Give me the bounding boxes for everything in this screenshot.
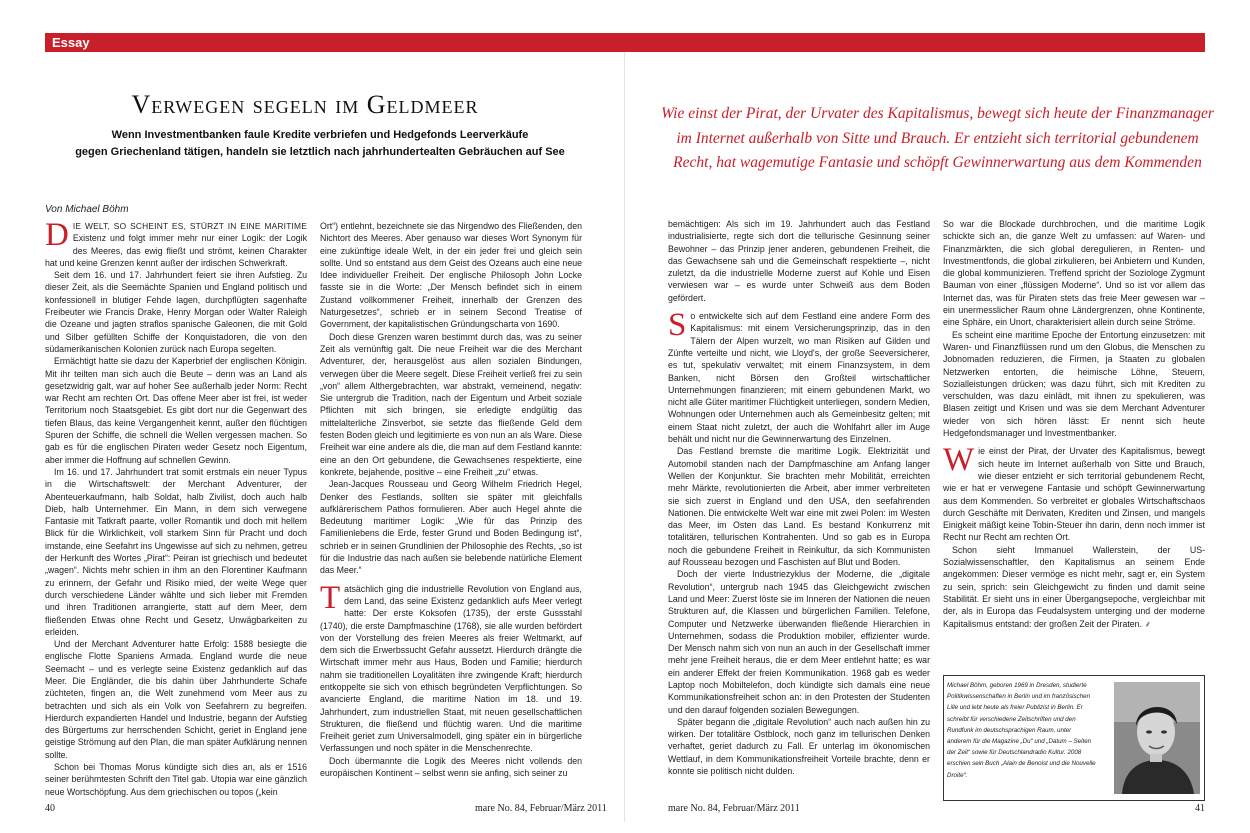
paragraph-text: Schon sieht Immanuel Wallerstein, der US-Sozialwissenschaftler, den Kapitalismus an seinem Ende angekommen: Dieser vermöge es nicht mehr, sagt er, ein System zu sein, sprich: sein Gleichgewicht zu finden und damit seine Stabilität. Er sieht uns in einer Übergangsepoche, vergleichbar mit der, als in Europa das Feudalsystem unterging und der moderne Kapitalismus entstand: der großen Zeit der Piraten. — [943, 544, 1205, 629]
subtitle-line-1: Wenn Investmentbanken faule Kredite verbriefen und Hedgefonds Leerverkäufe — [111, 129, 529, 141]
issue-info-right: mare No. 84, Februar/März 2011 — [668, 803, 800, 814]
paragraph: Jean-Jacques Rousseau und Georg Wilhelm Friedrich Hegel, Denker des Festlands, sollten sie später mit gleichfalls aufklärerischem Pathos formulieren. Aber auch Hegel ahnte die Bedeutung maritimer Logik: „Wie für das Prinzip des Familienlebens die Erde, fester Grund und Boden Bedingung ist“, schrieb er in seinen Grundlinien der Philosophie des Rechts, „so ist für die Industrie das nach außen sie belebende natürliche Element das Meer.“ — [320, 479, 582, 576]
text-column-1 — [45, 220, 307, 798]
page-number-left: 40 — [45, 803, 55, 814]
section-band — [45, 33, 1205, 52]
paragraph: Später begann die „digitale Revolution“ auch nach außen hin zu wirken. Der totalitäre Ostblock, noch ganz im tellurischen Denken verhaftet, geriet dadurch zu Fall. Er unterlag im ökonomischen Wettlauf, in dem Kommunikationsfreiheit Vorteile brachte, denn er konnte sie politisch nicht dulden. — [668, 716, 930, 777]
paragraph: Doch übermannte die Logik des Meeres nicht vollends den europäischen Kontinent – selbst wenn sie anfing, sich seiner zu — [320, 755, 582, 779]
paragraph: Das Festland bremste die maritime Logik. Elektrizität und Automobil standen nach der Dampfmaschine am Anfang langer Wellen der Konjunktur. Sie brachten mehr Mobilität, erreichten mehr Märkte, revolutionierten die Arbeit, aber immer verbreiteten sie sich zuerst in England und den USA, den seefahrenden Nationen. Die entwickelte Welt war eine mit zwei Polen: im Westen das Meer, im Osten das Land. Es bestand Konkurrenz mit totalitären, tellurischen Kontrahenten. Und so gab es in Europa noch die gebundene Freiheit in Reinkultur, da sich Kommunisten auf Rousseau bezogen und Faschisten auf Blut und Boden. — [668, 446, 930, 568]
page-number-right: 41 — [1195, 803, 1205, 814]
paragraph-text: ie einst der Pirat, der Urvater des Kapitalismus, bewegt sich heute im Internet außerhalb von Sitte und Brauch, wie dieser entzieht er sich territorial gebundenem Recht, wie er hat er verwegene Fantasie und schöpft Gewinnerwartung aus dem Kommenden. So verbreitet er globales Wirtschaftschaos durch Geschäfte mit Derivaten, Krediten und Zinsen, und mangels Einigkeit mäßigt keine Tobin-Steuer ihn darin, denn noch immer ist Recht nur Recht am rechten Ort. — [943, 446, 1205, 543]
article-subtitle — [60, 127, 580, 161]
paragraph: Es scheint eine maritime Epoche der Entortung einzusetzen: mit Waren- und Finanzflüssen rund um den Globus, die Menschen zu Jobnomaden reduzieren, die Firmen, ja Staaten zu globalen Netzwerken entorten, die heimische Löhne, Steuern, Sozialleistungen drücken; was dazu führt, sich mit Krediten zu verschulden, was dazu einlädt, mit ihnen zu spekulieren, was Blasen zeitigt und Krisen und was sie dem Merchant Adventurer wieder von sich hören lässt: Er nennt sich heute Hedgefondsmanager und Investmentbanker. — [943, 329, 1205, 439]
text-column-2 — [320, 220, 582, 798]
text-column-4 — [943, 218, 1205, 666]
paragraph-text: atsächlich ging die industrielle Revolution von England aus, dem Land, das seine Existenz gedanklich aufs Meer verlegt hatte: Der erste Koksofen (1735), der erste Gussstahl (1740), die erste Dampfmaschine (1768), sie alle wurden befördert von der Vorstellung des freien Meeres als freier Weltmarkt, auf dem sich die Erwerbssucht Gefahr aussetzt. Hierdurch drängte die Wirtschaft immer mehr aus Haus, Boden und Familie; hierdurch nahm sie traditionellen Loyalitäten ihre zwingende Kraft; hierdurch entkoppelte sie sich von ethisch begründeten Verpflichtungen. So avancierte England, die maritime Nation im 18. und 19. Jahrhundert, zum industriellen Staat, mit neuen gesellschaftlichen Strukturen, die fließend und flüchtig waren. Und die maritime Freiheit geriet zum Universalmodell, ging später ein in bürgerliche Verfassungen und noch später in die Menschenrechte. — [320, 583, 582, 754]
paragraph: bemächtigen: Als sich im 19. Jahrhundert auch das Festland industrialisierte, regte sich dort die tellurische Gesinnung seiner Bewohner – das Prinzip jener anderen, gebundenen Freiheit, die das Gewachsene sah und die Gemeinschaft respektierte –, nicht zuletzt, da die industrielle Moderne zuerst auf Kohle und Eisen verwiesen war – es wurde unter Schweiß aus dem Boden gefördert. — [668, 219, 930, 303]
drop-cap: S — [668, 307, 687, 344]
paragraph: Seit dem 16. und 17. Jahrhundert feiert sie ihren Aufstieg. Zu dieser Zeit, als die Seemächte Spanien und England politisch und konfessionell in blutiger Fehde lagen, durchpflügten sagenhafte Freibeuter wie Francis Drake, Henry Morgan oder Walter Raleigh die Ozeane und jagten straflos spanische Galeonen, die mit Gold und Silber gefüllten Schiffe der Konquistadoren, die von den südamerikanischen Kolonien zurück nach Europa segelten. — [45, 270, 307, 354]
paragraph — [668, 307, 930, 445]
paragraph — [45, 220, 307, 269]
lead-in-caps: IE WELT, SO SCHEINT ES, STÜRZT IN EINE MARITIME — [72, 221, 307, 231]
paragraph: Schon bei Thomas Morus kündigte sich dies an, als er 1516 seiner berühmtesten Schrift den Titel gab. Utopia war eine gänzlich neue Wortschöpfung. Aus dem griechischen ou topos („kein — [45, 762, 307, 797]
author-bio: Michael Böhm, geboren 1969 in Dresden, studierte Politikwissenschaften in Berlin und im französischen Lille und lebt heute als freier Publizist in Berlin. Er schreibt für verschiedene Zeitschriften und den Rundfunk im deutschsprachigen Raum, unter anderem für die Magazine „Du“ und „Datum – Seiten der Zeit“ sowie für Deutschlandradio Kultur. 2008 erschien sein Buch „Alain de Benoist und die Nouvelle Droite“. — [947, 682, 1096, 779]
paragraph-text: Existenz und folgt immer mehr nur einer Logik: der Logik des Meeres, das ewig fließt und strömt, keinen Charakter hat und keine Grenzen kennt außer der irdischen Schwerkraft. — [45, 233, 307, 268]
paragraph: Doch der vierte Industriezyklus der Moderne, die „digitale Revolution“, untergrub nach 1945 das Gleichgewicht zwischen Land und Meer: Zuerst löste sie im Inneren der Nationen die neuen Strukturen auf, die Klassen und bürgerlichen Familien. Telefone, Computer und Netzwerke überwanden fließende Hierarchien in Unternehmen, sodass die Produktion mobiler, effizienter wurde. Der Mensch nahm sich von nun an auch in der Gesellschaft immer mehr jene Freiheit heraus, die er dem Meer entlehnt hatte; es war ein anderer Effekt der freien Kommunikation. 1968 gab es weder Laptop noch Mobiltelefon, doch kündigte sich damals eine neue Kommunikationsfreiheit schon an: in den Protesten der Studenten und den darauf folgenden sozialen Bewegungen. — [668, 569, 930, 715]
page-fold — [624, 52, 625, 822]
paragraph — [943, 544, 1205, 630]
byline: Von Michael Böhm — [45, 204, 129, 215]
author-bio-box — [943, 675, 1205, 801]
section-label: Essay — [52, 35, 90, 50]
paragraph: Im 16. und 17. Jahrhundert trat somit erstmals ein neuer Typus in die Wirtschaftswelt: der Merchant Adventurer, der Abenteuerkaufmann, halb Soldat, halb Zivilist, doch auch halb Dieb, halb Unternehmer. Ein Mann, in dem sich verwegene Fantasie mit Tatkraft paarte, voller Romantik und doch mit hellem Blick für die Wirklichkeit, voll starkem Sinn für Pracht und doch imstande, eine Seefahrt ins Ungewisse auf sich zu nehmen, getreu der Herkunft des Wortes „Pirat“: Peiran ist griechisch und bedeutet „wagen“. Nichts mehr schien in ihm an den Florentiner Kaufmann zu erinnern, der Gefahr und Risiko mied, der weite Wege quer durch verschiedene Länder wählte und sich lieber mit Fremden und ihren Traditionen arrangierte, statt auf dem Meer, dem fließenden Etwas ohne Recht und Gesetz, Unwägbarkeiten zu erleiden. — [45, 466, 307, 637]
subtitle-line-2: gegen Griechenland tätigen, handeln sie letztlich nach jahrhundertealten Gebräuchen auf See — [75, 146, 565, 158]
paragraph — [320, 579, 582, 755]
issue-info-left: mare No. 84, Februar/März 2011 — [475, 803, 607, 814]
paragraph: Ort“) entlehnt, bezeichnete sie das Nirgendwo des Fließenden, den Nichtort des Meeres. Aber genauso war dieses Wort Synonym für eine zukünftige ideale Welt, in der ein jeder frei und gleich sein sollte. Und so entstand aus dem Geist des Ozeans auch eine neue Idee individueller Freiheit. Der englische Philosoph John Locke fasste sie in die Worte: „Der Mensch befindet sich in einem Zustand vollkommener Freiheit, innerhalb der Grenzen des Naturgesetzes“, schrieb er in seinem Second Treatise of Government, der kapitalistischen Gründungscharta von 1690. — [320, 221, 582, 330]
drop-cap: D — [45, 220, 69, 253]
paragraph: Und der Merchant Adventurer hatte Erfolg: 1588 besiegte die englische Flotte Spaniens Armada. England wurde die neue Seemacht – und es verlegte seine Existenz gedanklich auf das Meer. Die Engländer, die bis dahin über Jahrhunderte Schafe züchteten, fingen an, die Welt zunehmend vom Meer aus zu betrachten und sich als ein Volk von Seefahrern zu begreifen. Hierdurch expandierten Handel und Industrie, begann der Aufstieg des Bürgertums zur herrschenden Schicht, geriet in England jene geistige Strömung auf den Plan, die man später Aufklärung nennen sollte. — [45, 639, 307, 760]
drop-cap: T — [320, 579, 341, 616]
pull-quote: Wie einst der Pirat, der Urvater des Kapitalismus, bewegt sich heute der Finanzmanager im Internet außerhalb von Sitte und Brauch. Er entzieht sich territorial gebundenem Recht, hat wagemutige Fantasie und schöpft Gewinnerwartung aus dem Kommenden — [661, 105, 1214, 171]
author-portrait-icon — [1114, 682, 1200, 794]
paragraph: Ermächtigt hatte sie dazu der Kaperbrief der englischen Königin. Mit ihr teilten man sich auch die Beute – denn was an Land als gesetzwidrig galt, war auf hoher See außerhalb jeder Norm: Recht war Recht am rechten Ort. Das offene Meer aber ist frei, ist weder Territorium noch Staatsgebiet. Es gibt dort nur die Gegenwart des tiefen Blaus, das keine Vergangenheit kennt, außer den flüchtigen Spuren der Schiffe, die schnell die Wellen vergessen machen. So gab es für die englischen Piraten weder Gesetz noch Eigentum, aber immer die Hoffnung auf schnellen Gewinn. — [45, 356, 307, 465]
drop-cap: W — [943, 442, 975, 479]
fish-end-icon: ⸙ — [1144, 618, 1152, 629]
author-photo — [1114, 682, 1200, 794]
paragraph-text: o entwickelte sich auf dem Festland eine andere Form des Kapitalismus: mit einem Versicherungsprinzip, das in den Tälern der Alpen wurzelt, wo man Risiken auf Gilden und Zünfte verteilte und nicht, wie Lloyd's, der große Seeversicherer, es tut, spekulativ verwaltet; mit einem Finanzsystem, in dem Banken, nicht Börsen den Großteil wirtschaftlicher Unternehmungen finanzieren; mit einem gebundenen Markt, wo nicht alle Güter maritimer Flüchtigkeit unterliegen, sondern Medien, Wohnungen oder Unternehmen auch als Gemeinbesitz gelten; mit einem Staat nicht zuletzt, der auch die Wohlfahrt aller im Auge behält und nicht nur die Gewinnerwartung des Einzelnen. — [668, 311, 930, 445]
paragraph: So war die Blockade durchbrochen, und die maritime Logik schickte sich an, die ganze Welt zu umfassen: auf Waren- und Finanzmärkten, die sich global deregulieren, in Renten- und Investmentfonds, die global zirkulieren, bei Anbietern und Kunden, die global kommunizieren. Treffend spricht der Soziologe Zygmunt Bauman von einer „flüssigen Moderne“. Und so ist vor allem das Internet das, was für Piraten stets das freie Meer gewesen war – ein unermesslicher Raum ohne Ländergrenzen, ohne Kontinente, eine Sphäre, ein Unort, charakterisiert allein durch seine Ströme. — [943, 219, 1205, 328]
paragraph — [943, 442, 1205, 543]
paragraph: Doch diese Grenzen waren bestimmt durch das, was zu seiner Zeit als vernünftig galt. Die neue Freiheit war die des Merchant Adventurer, der, herausgelöst aus allen sozialen Bindungen, verwegen über die Meere segelt. Diese Freiheit verließ frei zu sein „von“ allem Althergebrachten, war abstrakt, verneinend, negativ: Sie untergrub die Tradition, nach der Eigentum und Arbeit soziale Pflichten mit sich bringen, sie erledigte endgültig das mittelalterliche Zinsverbot, sie setzte das fließende Geld dem festen Boden gleich und legitimierte es von nun an als Ware. Diese Freiheit war eine andere als die, die man auf dem Festland kannte: eine an den Ort gebundene, die Gewachsenes respektierte, eine konkrete, bejahende, positive – eine Freiheit „zu“ etwas. — [320, 331, 582, 477]
text-column-3 — [668, 218, 930, 798]
article-title: Verwegen segeln im Geldmeer — [131, 90, 479, 119]
